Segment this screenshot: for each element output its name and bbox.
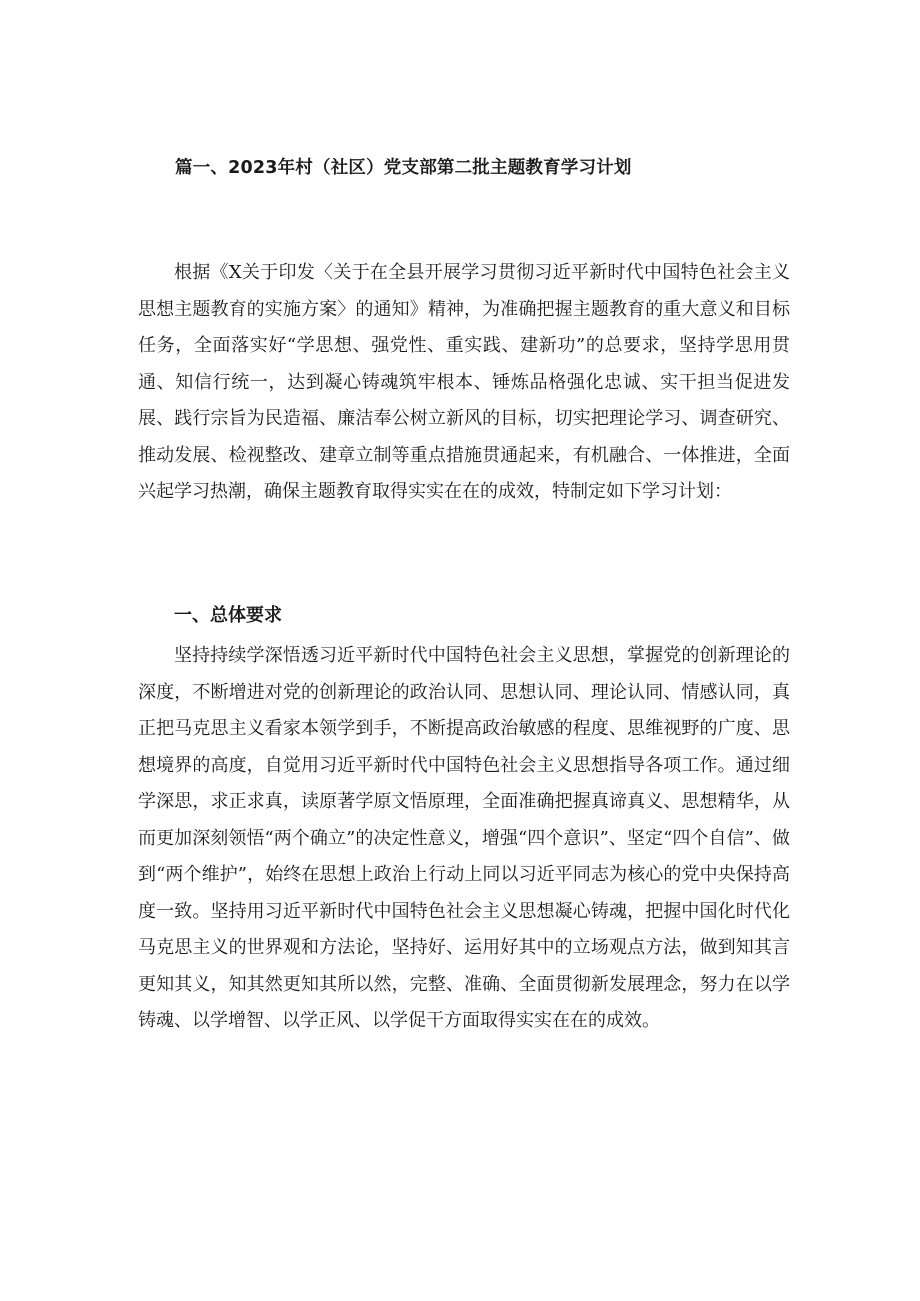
document-title: 篇一、2023年村（社区）党支部第二批主题教育学习计划 xyxy=(175,158,632,178)
section-heading: 一、总体要求 xyxy=(174,605,282,626)
intro-paragraph: 根据《X关于印发〈关于在全县开展学习贯彻习近平新时代中国特色社会主义思想主题教育的实施方案〉的通知》精神，为准确把握主题教育的重大意义和目标任务，全面落实好“学思想、强党性、重实践、建新功”的总要求，坚持学思用贯通、知信行统一，达到凝心铸魂筑牢根本、锤炼品格强化忠诚、实干担当促进发展、践行宗旨为民造福、廉洁奉公树立新风的目标，切实把理论学习、调查研究、推动发展、检视整改、建章立制等重点措施贯通起来，有机融合、一体推进，全面兴起学习热潮，确保主题教育取得实实在在的成效，特制定如下学习计划： xyxy=(138,262,790,502)
requirements-paragraph: 坚持持续学深悟透习近平新时代中国特色社会主义思想，掌握党的创新理论的深度，不断增进对党的创新理论的政治认同、思想认同、理论认同、情感认同，真正把马克思主义看家本领学到手，不断提高政治敏感的程度、思维视野的广度、思想境界的高度，自觉用习近平新时代中国特色社会主义思想指导各项工作。通过细学深思，求正求真，读原著学原文悟原理，全面准确把握真谛真义、思想精华，从而更加深刻领悟“两个确立”的决定性意义，增强“四个意识”、坚定“四个自信”、做到“两个维护”，始终在思想上政治上行动上同以习近平同志为核心的党中央保持高度一致。坚持用习近平新时代中国特色社会主义思想凝心铸魂，把握中国化时代化马克思主义的世界观和方法论，坚持好、运用好其中的立场观点方法，做到知其言更知其义，知其然更知其所以然，完整、准确、全面贯彻新发展理念，努力在以学铸魂、以学增智、以学正风、以学促干方面取得实实在在的成效。 xyxy=(138,645,790,1031)
